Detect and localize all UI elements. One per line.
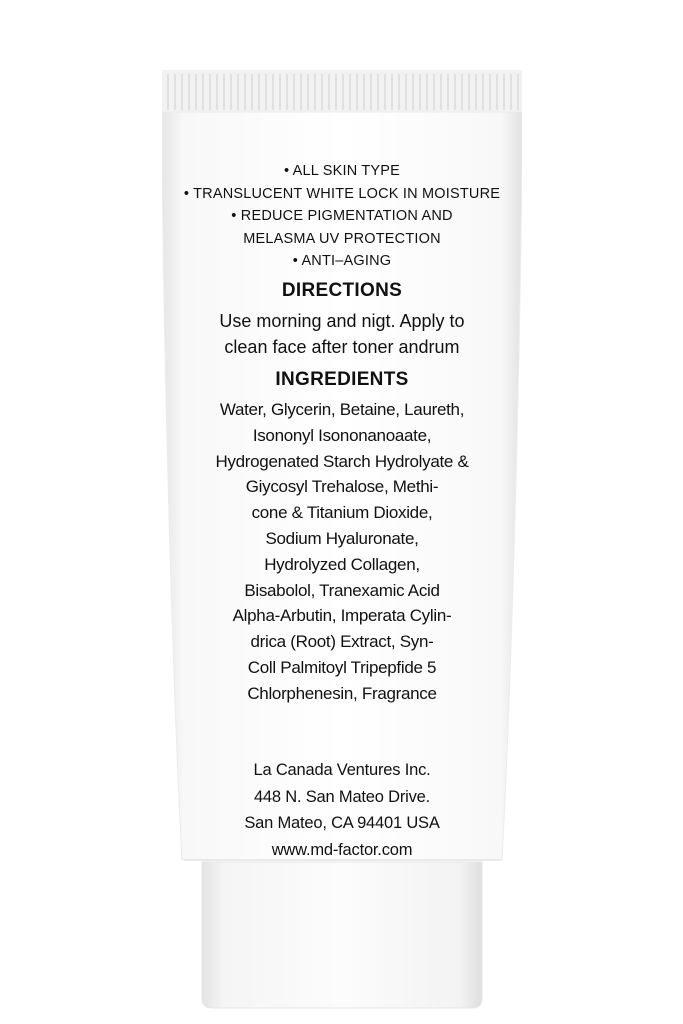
city-state-zip: San Mateo, CA 94401 USA <box>244 814 440 832</box>
company-name: La Canada Ventures Inc. <box>253 761 431 779</box>
ingredients-text <box>170 397 514 707</box>
directions-line: Use morning and nigt. Apply to <box>219 311 465 331</box>
feature-item: • REDUCE PIGMENTATION AND <box>231 208 453 224</box>
tube-cap <box>202 862 482 1008</box>
ingredients-line: Giycosyl Trehalose, Methi- <box>245 477 439 497</box>
ingredients-section <box>170 369 514 391</box>
directions-section <box>170 280 514 302</box>
ingredients-line: Sodium Hyaluronate, <box>265 528 419 548</box>
ingredients-line: Water, Glycerin, Betaine, Laureth, <box>219 400 465 419</box>
directions-line: clean face after toner andrum <box>224 337 460 357</box>
ingredients-line: Coll Palmitoyl Tripepfide 5 <box>247 657 437 677</box>
feature-item: • TRANSLUCENT WHITE LOCK IN MOISTURE <box>183 185 501 202</box>
feature-item: MELASMA UV PROTECTION <box>243 230 441 247</box>
ingredients-line: Hydrolyzed Collagen, <box>264 554 420 574</box>
ingredients-line: Bisabolol, Tranexamic Acid <box>244 580 440 600</box>
ingredients-line: Alpha-Arbutin, Imperata Cylin- <box>232 606 452 626</box>
feature-list <box>170 160 514 273</box>
directions-text <box>170 308 514 360</box>
ingredients-line: cone & Titanium Dioxide, <box>251 503 433 523</box>
directions-heading: DIRECTIONS <box>281 280 403 301</box>
ingredients-line: Isononyl Isononanoaate, <box>252 425 432 445</box>
feature-item: • ANTI–AGING <box>292 253 392 269</box>
website-url: www.md-factor.com <box>271 840 413 859</box>
tube-crimp-seal <box>162 70 522 112</box>
company-address <box>170 757 514 863</box>
ingredients-line: drica (Root) Extract, Syn- <box>250 632 434 652</box>
ingredients-line: Chlorphenesin, Fragrance <box>247 683 437 703</box>
ingredients-line: Hydrogenated Starch Hydrolyate & <box>215 451 469 471</box>
feature-item: • ALL SKIN TYPE <box>283 163 401 179</box>
ingredients-heading: INGREDIENTS <box>275 369 409 390</box>
street-address: 448 N. San Mateo Drive. <box>253 787 431 806</box>
